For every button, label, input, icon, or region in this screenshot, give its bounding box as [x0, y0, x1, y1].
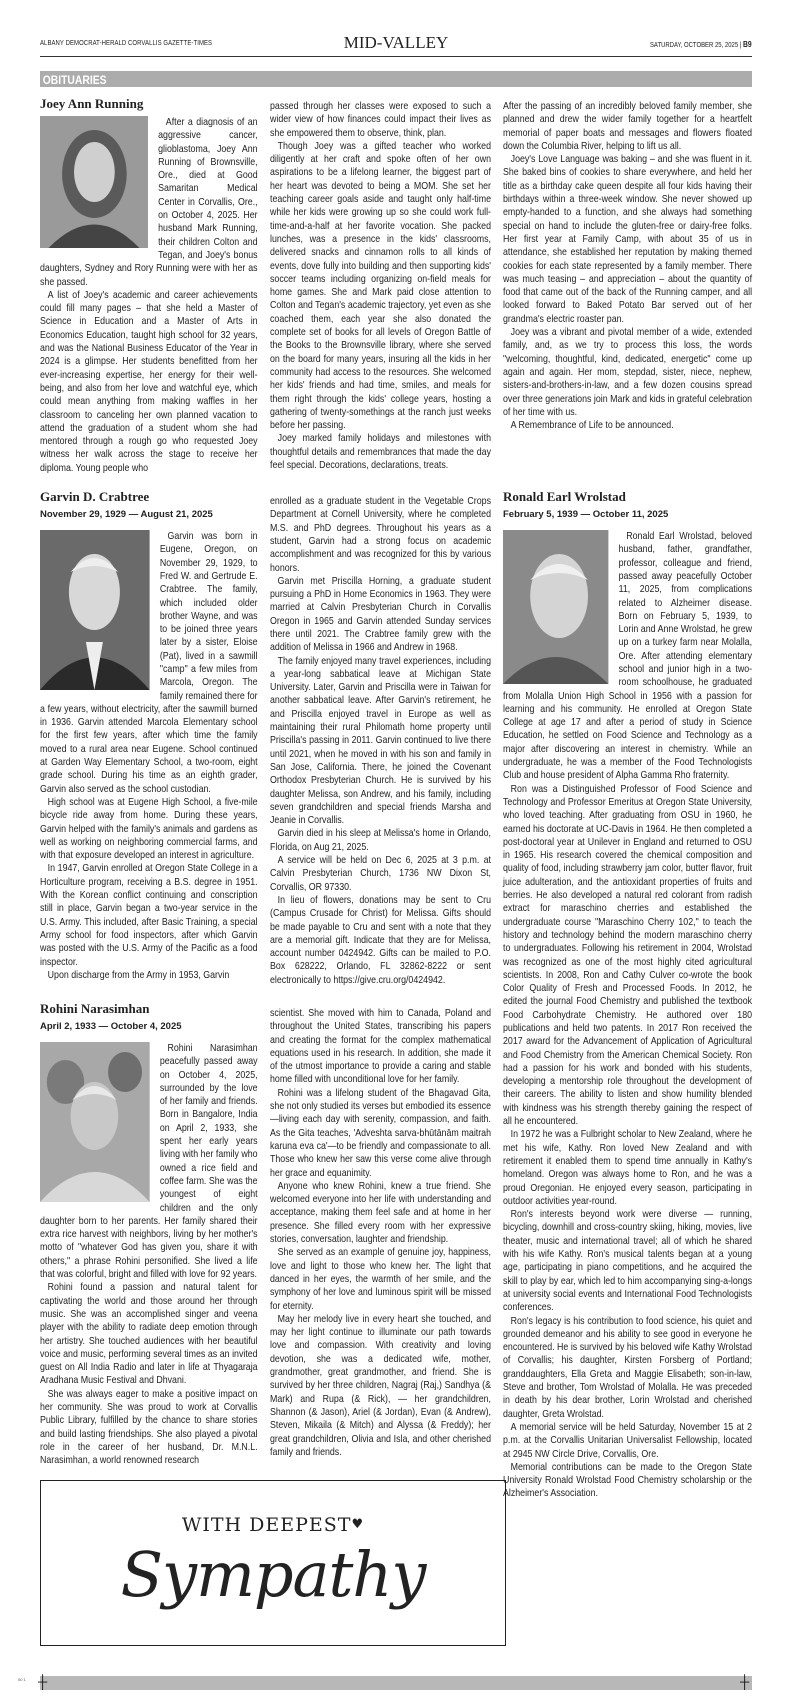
paragraph: Joey's Love Language was baking – and she was fluent in it. She baked bins of cookies to share everywhere, and held her title as a birthday cake queen despite all four kids having their birthdays within a three-week window. She never showed up empty-handed to a function, and she always had something special on hand to include the gluten-free or dairy-free folks. Her first year at Family Camp, with about 35 of us in attendance, she established her reputation by making themed cookies for each state represented by a family member. There was much teasing – and appreciation – about the quantity of food that came out of the back of the Running camper, and all looked forward to Baked Potato Bar served out of her grandma's electric roaster pan. [503, 154, 753, 325]
sympathy-heading [182, 1513, 364, 1537]
obit-rohini [40, 1001, 491, 1468]
obit-garvin-col2 [270, 489, 491, 987]
paragraph: She was always eager to make a positive impact on her community. She was proud to work at Corvallis Public Library, fulfilled by the chance to share stories and build lasting friendships. She also played a pivotal role in the career of her husband, Dr. M.N.L. Narasimhan, a world renowned research [40, 1388, 258, 1467]
paragraph: A service will be held on Dec 6, 2025 at 3 p.m. at Calvin Presbyterian Church, 1736 NW Dixon St, Corvallis, OR 97330. [270, 855, 491, 893]
obit-joey-col3 [503, 96, 752, 432]
obit-name: Rohini Narasimhan [40, 1001, 150, 1016]
section-masthead: MID-VALLEY [343, 33, 449, 52]
obit-joey-col2 [270, 96, 491, 472]
obit-ronald-col [503, 489, 752, 1501]
obit-joey-col1 [40, 96, 258, 475]
paragraph: Garvin died in his sleep at Melissa's home in Orlando, Florida, on Aug 21, 2025. [270, 828, 491, 853]
masthead-papers: ALBANY DEMOCRAT-HERALD CORVALLIS GAZETTE-TIMES [40, 40, 213, 47]
page-footer [0, 1666, 792, 1706]
lower-area [40, 489, 752, 1645]
paragraph: Memorial contributions can be made to the Oregon State University Ronald Wrolstad Food Chemistry scholarship or the Alzheimer's Association. [503, 1461, 753, 1500]
paragraph: A Remembrance of Life to be announced. [510, 420, 674, 432]
paragraph: A memorial service will be held Saturday, November 15 at 2 p.m. at the Corvallis Unitarian Universalist Fellowship, located at 2945 NW Circle Drive, Corvallis, Ore. [503, 1421, 753, 1460]
footer-bar [38, 1673, 752, 1690]
portrait-garvin [40, 530, 150, 690]
section-bar [40, 71, 752, 87]
portrait-joey [40, 116, 148, 248]
obit-garvin [40, 489, 491, 987]
page-header [0, 0, 792, 96]
obituaries-content [40, 96, 752, 1646]
obit-name: Ronald Earl Wrolstad [503, 489, 626, 505]
paragraph: Ron was a Distinguished Professor of Food Science and Technology and Professor Emeritus at Oregon State University, who loved teaching. After graduating from OSU in 1960, he earned his doctorate at UC-Davis in 1964. He then completed a post-doctoral year at Unilever in England and returned to OSU in 1965. His research covered the chemical composition and quality of food, including strawberry jam color, butter flavor, fruit juice adulteration, and the antioxidant properties of fruits and berries. He also developed a natural red colorant from radish extract for maraschino cherries and established the undergraduate course "Maraschino Cherry 102," to teach the history and technology behind the modern maraschino cherry to undergraduates. Following his retirement in 2004, Wrolstad was recognized as one of the most highly cited agricultural scientists. In 2008, Ron and Cathy Culver co-wrote the book Color Quality of Fresh and Processed Foods. In 2012, he edited the journal Food Chemistry and published the textbook Food Carbohydrate Chemistry. He authored over 180 publications and held two patents. In 2017 Ron received the 2017 award for the Advancement of Application of Agricultural and Food Chemistry from the American Chemical Society. Ron had a passion for his work and bonded with his students, developing a mentorship role throughout the development of their careers. The ability to listen and show humility blended with kindness was his strength thereby gaining the respect of all he encountered. [503, 783, 753, 1128]
paragraph: In 1972 he was a Fulbright scholar to New Zealand, where he met his wife, Kathy. Ron loved New Zealand and with retirement it enabled them to spend time annually in Kathy's homeland. Oregon was always home to Ron, and he was a proud Oregonian. He enjoyed every season, participating in outdoor activities year-round. [503, 1129, 753, 1207]
paragraph: Ronald Earl Wrolstad, beloved husband, father, grandfather, professor, colleague and friend, passed away peacefully October 11, 2025, from complications related to Alzheimer disease. Born on February 5, 1939, to Lorin and Anne Wrolstad, he grew up on a turkey farm near Molalla, Ore. After attending elementary school and junior high in a two-room schoolhouse, he graduated from Molalla Union High School in 1956 with a passion for learning and his community. He enrolled at Oregon State College at age 17 and after a period of study in Science Education, he settled on Food Science and Technology as a major after discovering an interest in chemistry. While an undergraduate, he was a member of the Food Technologists Club and house president of Alpha Gamma Rho fraternity. [503, 531, 753, 782]
paragraph: Upon discharge from the Army in 1953, Garvin [47, 969, 230, 981]
obit-name: Garvin D. Crabtree [40, 489, 150, 505]
paragraph: Ron's interests beyond work were diverse — running, bicycling, downhill and cross-country skiing, hiking, movies, live theater, music and international travel; all of which he shared with his wife Kathy. Ron's musical talents began at a young age, participating in piano competitions, and he acquired the skill to play by ear, which led to him accompanying sing-a-longs at university social events and International Food Technologists conferences. [503, 1209, 753, 1314]
paragraph: Rohini Narasimhan peacefully passed away on October 4, 2025, surrounded by the love of her family and friends. Born in Bangalore, India on April 2, 1933, she spent her early years living with her family who owned a rice field and coffee farm. She was the youngest of eight children and the only daughter born to her parents. Her family shared their extra rice harvest with neighbors, living by her mother's motto of "whatever God has given you, share it with others," a phrase Rohini personified. She lived a life that was colorful, bright and filled with love for 92 years. [40, 1043, 258, 1281]
paragraph: Though Joey was a gifted teacher who worked diligently at her craft and spoke often of her own aspirations to be a lifelong learner, the biggest part of her heart was devoted to being a MOM. She set her teaching career goals aside and taught only half-time while her kids were growing up so she could work full-time-and-a-half at her favorite vocation. She packed lunches, was a presence in the kids' classrooms, delivered snacks and cinnamon rolls to all kinds of events, dove fully into building and then supporting kids' soccer teams including organizing on-field meals for home games. She and Mark paid close attention to Colton and Tegan's academic trajectory, yet even as she coached them, each year she also donated the complete set of books for all levels of Oregon Battle of the Books to the Brownsville library, where she served on the board for many years, insuring all the kids in her community had access to the resources. She welcomed her kids' friends and had time, smiles, and meals for them right through the kids' college years, hosting a gathering of twenty-somethings at the ranch just weeks before her passing. [270, 140, 491, 432]
paragraph: In lieu of flowers, donations may be sent to Cru (Campus Crusade for Christ) for Melissa. Gifts should be made payable to Cru and sent with a note that they are a memorial gift. Indicate that they are for Melissa, account number 0424942. Gifts can be mailed to P.O. Box 628222, Orlando, FL 32862-8222 or sent electronically to https://give.cru.org/0424942. [270, 894, 491, 986]
paragraph: A list of Joey's academic and career achievements could fill many pages – that she held a Master of Science in Education and a Master of Arts in Economics Education, taught high school for 32 years, and was the National Business Educator of the Year in 2024 is a glimpse. Her students benefitted from her ever-increasing expertise, her energy for their well-being, and also from her love and watchful eye, which could mean anything from making waffles in her classroom to canceling her own planned vacation to attend the graduation of a student whom she had mentored through a rough go who requested Joey witness her walk across the stage to receive her diploma. Young people who [40, 289, 258, 474]
obit-garvin-col1 [40, 489, 258, 982]
obit-dates: April 2, 1933 — October 4, 2025 [40, 1021, 182, 1032]
paragraph: Garvin was born in Eugene, Oregon, on November 29, 1929, to Fred W. and Gertrude E. Crabtree. The family, which included older brother Wayne, and was to be joined three years later by a sister, Eloise (Pat), lived in a sawmill "camp" a few miles from Marcola, Oregon. The family remained there for a few years, without electricity, after the sawmill burned in 1936. Garvin attended Marcola Elementary school for the first few years, after which time the family moved to a rural area near Eugene. School continued at Garden Way Elementary School, a two-room, eight grade school. During his time as an eighth grader, Garvin also served as the school custodian. [40, 531, 258, 795]
paragraph: Joey marked family holidays and milestones with thoughtful details and remembrances that made the day feel special. Decorations, declarations, treats. [270, 433, 491, 472]
page-number: B9 [743, 40, 752, 49]
left-area [40, 489, 491, 1645]
heart-icon: ♥ [351, 1516, 365, 1532]
sympathy-script: Sympathy [120, 1537, 426, 1611]
paragraph: Rohini found a passion and natural talent for captivating the world and those around her through music. She was an accomplished singer and veena player with the ability to radiate deep emotion through her artistry. She touched audiences with her beautiful voice and music, performing several times as an invited guest on All India Radio and later in life at Thyagaraja Aradhana Music Festival and Dhvani. [40, 1282, 258, 1387]
paragraph: scientist. She moved with him to Canada, Poland and throughout the United States, transcribing his papers and creating the format for the complex mathematical equations used in his research. In addition, she made it of the utmost importance to provide a caring and stable home filled with unconditional love for her family. [270, 1008, 491, 1086]
paragraph: Joey was a vibrant and pivotal member of a wide, extended family, and, as we try to process this loss, the words "welcoming, thoughtful, kind, dedicated, energetic" come up again and again. Her mom, stepdad, sister, niece, nephew, sisters-and-brothers-in-law, and a few dozen cousins spread over three generations join Mark and kids in grateful celebration of her time with us. [503, 327, 753, 418]
paragraph: May her melody live in every heart she touched, and may her light continue to illuminate our path towards love and compassion. With creativity and loving devotion, she was a dedicated wife, mother, grandmother, great grandmother, and friend. She is survived by her three children, Nagraj (Raj,) Sandhya (& Mark) and Rupa (& Rick), — her grandchildren, Shannon (& Jason), Ariel (& Jordan), Evan (& Andrew), Steven, Mikaila (& Mitch) and Alyssa (& Freddy); her great grandchildren, Olivia and Isla, and other cherished family and friends. [270, 1313, 491, 1458]
paragraph: enrolled as a graduate student in the Vegetable Crops Department at Cornell University, where he completed M.S. and PhD degrees. Throughout his years as a student, Garvin had a strong focus on academic accomplishment and was recognized for this by various honors. [270, 496, 491, 574]
sympathy-line1: WITH DEEPEST [181, 1513, 352, 1536]
section-title: OBITUARIES [42, 75, 107, 87]
date-page: SATURDAY, OCTOBER 25, 2025 | B9 [650, 40, 752, 49]
issue-date: SATURDAY, OCTOBER 25, 2025 [650, 42, 739, 49]
paragraph: passed through her classes were exposed to such a wider view of how finances could impact their lives as she empowered them to observe, think, plan. [270, 101, 491, 139]
paragraph: High school was at Eugene High School, a five-mile bicycle ride away from home. During these years, Garvin helped with the family's animals and gardens as well as working on neighboring commercial farms, and with that exposure developed an interest in agriculture. [40, 796, 258, 862]
header-rule [40, 56, 752, 57]
obit-dates: February 5, 1939 — October 11, 2025 [503, 509, 669, 521]
paragraph: Rohini was a lifelong student of the Bhagavad Gita, she not only studied its verses but embodied its essence—living each day with serenity, compassion, and faith. As the Gita teaches, 'Adveshta sarva-bhūtānām maitrah karuna eva ca'—to be friendly and compassionate to all. Those who knew her saw this verse come alive through her grace and equanimity. [270, 1087, 491, 1179]
registration-mark-icon: ┼ [740, 1673, 750, 1689]
paragraph: After a diagnosis of an aggressive cancer, glioblastoma, Joey Ann Running of Brownsville, Ore., died at Good Samaritan Medical Center in Corvallis, Ore., on October 4, 2025. Her husband Mark Running, their children Colton and Tegan, and Joey's bonus daughters, Sydney and Rory Running were with her as she passed. [40, 117, 258, 288]
obit-name: Joey Ann Running [40, 96, 144, 111]
paragraph: Anyone who knew Rohini, knew a true friend. She welcomed everyone into her life with understanding and acceptance, making them feel safe and at home in her presence. She filled every room with her expressive stories, conversation, laughter and friendship. [270, 1180, 491, 1246]
obit-joey [40, 96, 752, 475]
paragraph: She served as an example of genuine joy, happiness, love and light to those who knew her. The light that danced in her eyes, the warmth of her smile, and the symphony of her love and luminous spirit will be missed for eternity. [270, 1247, 491, 1312]
paragraph: The family enjoyed many travel experiences, including a year-long sabbatical leave at Michigan State University. Later, Garvin and Priscilla were in Taiwan for another sabbatical leave. After Garvin's retirement, he and Priscilla enjoyed travel in Europe as well as maintaining their rural Philomath home property until Priscilla's passing in 2011. Garvin continued to live there until 2021, when he moved in with his son and family in San Jose, California. There, he joined the Covenant Orthodox Presbyterian Church. He is survived by his daughter Melissa, son Andrew, and his family, including seven grandchildren and special friends Marsha and Jeanie in Corvallis. [270, 655, 491, 827]
paragraph: Garvin met Priscilla Horning, a graduate student pursuing a PhD in Home Economics in 1963. They were married at Calvin Presbyterian Church in Corvallis Oregon in 1965 and Garvin attended Sunday services there until 2021. The Crabtree family grew with the addition of Melissa in 1966 and Andrew in 1968. [270, 575, 491, 654]
paragraph: After the passing of an incredibly beloved family member, she planned and drew the wider family together for a heartfelt memorial of paper boats and messages and flowers floated down the Columbia River, helping to lift us all. [503, 101, 753, 152]
sympathy-ad [40, 1480, 506, 1646]
footer-code: 00 1 [18, 1676, 26, 1682]
obit-dates: November 29, 1929 — August 21, 2025 [40, 509, 213, 521]
paragraph: Ron's legacy is his contribution to food science, his quiet and grounded demeanor and his ability to see good in everyone he encountered. He is survived by his beloved wife Kathy Wrolstad of Corvallis; his daughter, Kirsten Forsberg of Portland; granddaughters, Ella Greta and Maggie Elisabeth; son-in-law, Steve and brother, Tom Wrolstad of Molalla. He was preceded in death by his dear brother, Lorin Wrolstad and cherished daughter, Greta Wrolstad. [503, 1315, 753, 1420]
paragraph: In 1947, Garvin enrolled at Oregon State College in a Horticulture program, receiving a B.S. degree in 1951. With the Korean conflict continuing and conscription still in place, Garvin began a two-year service in the U.S. Army. This included, after Basic Training, a special Army school for food inspectors, after which Garvin was posted with the U.S. Army of the Pacific as a food inspector. [40, 863, 258, 968]
portrait-ronald [503, 530, 608, 684]
obit-rohini-col2 [270, 1001, 491, 1459]
registration-mark-icon: ┼ [38, 1673, 48, 1689]
obit-rohini-col1 [40, 1001, 258, 1468]
portrait-rohini [40, 1042, 150, 1202]
